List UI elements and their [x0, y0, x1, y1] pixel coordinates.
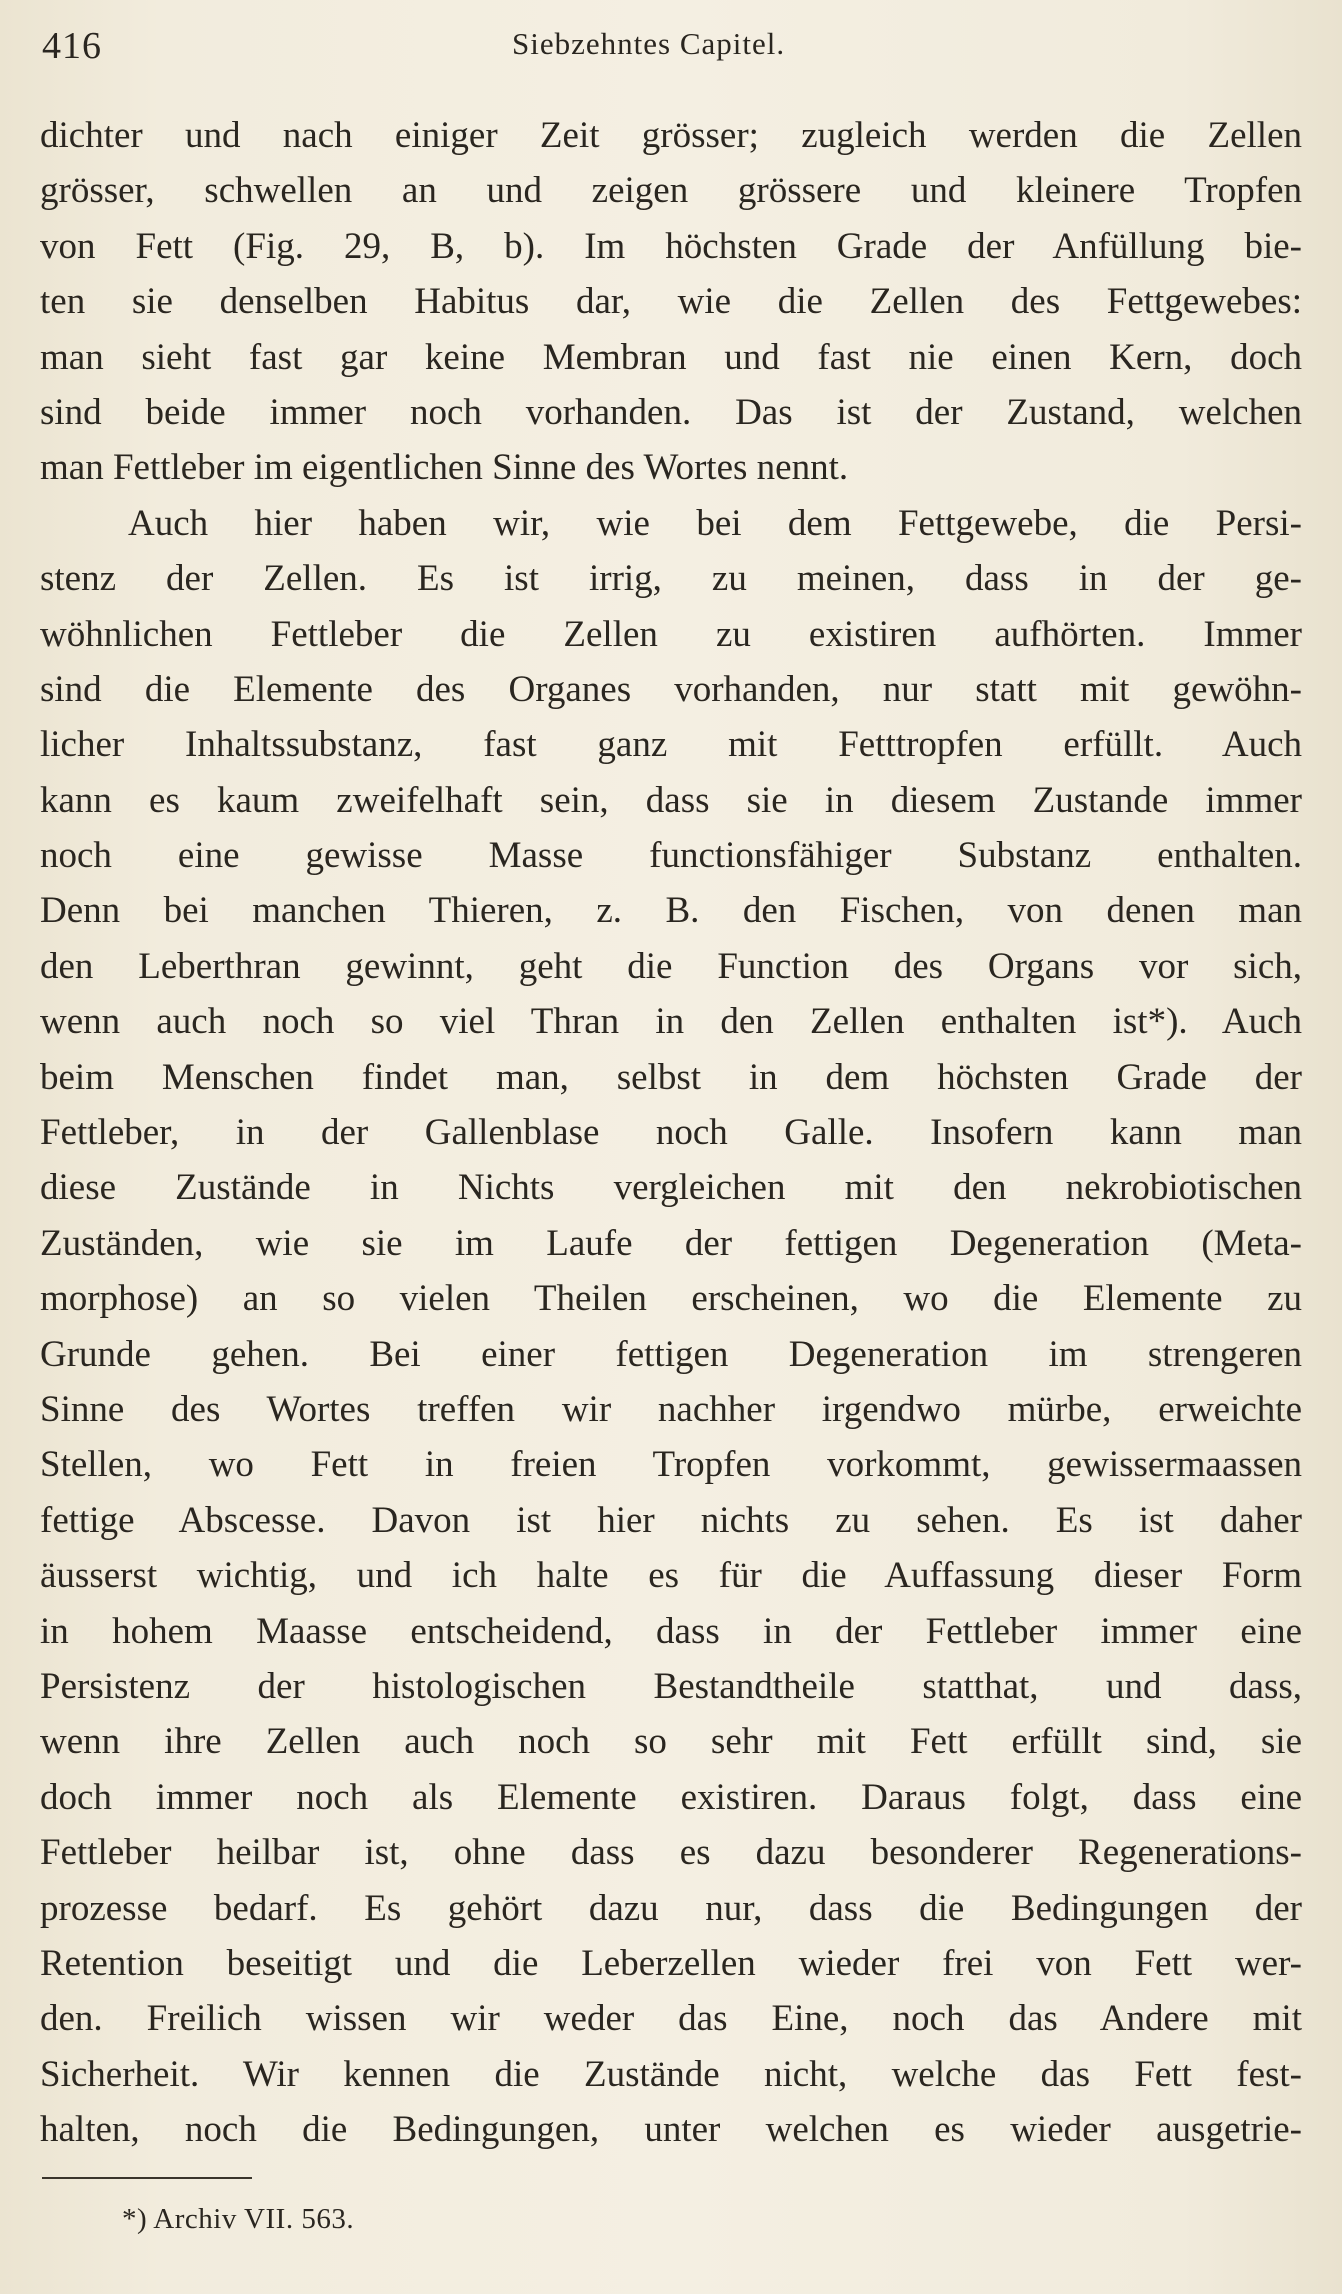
- text-line: ten sie denselben Habitus dar, wie die Zellen des Fettgewebes:: [40, 281, 1302, 323]
- text-line: in hohem Maasse entscheidend, dass in der Fettleber immer eine: [40, 1610, 1302, 1652]
- text-line: Fettleber, in der Gallenblase noch Galle. Insofern kann man: [40, 1112, 1302, 1154]
- text-line: Stellen, wo Fett in freien Tropfen vorkommt, gewissermaassen: [40, 1444, 1302, 1486]
- text-line: grösser, schwellen an und zeigen grössere und kleinere Tropfen: [40, 170, 1302, 212]
- text-line: wenn auch noch so viel Thran in den Zellen enthalten ist*). Auch: [40, 1001, 1302, 1043]
- text-line: halten, noch die Bedingungen, unter welchen es wieder ausgetrie-: [40, 2109, 1302, 2151]
- text-line: von Fett (Fig. 29, B, b). Im höchsten Grade der Anfüllung bie-: [40, 225, 1302, 267]
- text-line: man Fettleber im eigentlichen Sinne des Wortes nennt.: [40, 447, 849, 489]
- text-line: sind die Elemente des Organes vorhanden, nur statt mit gewöhn-: [40, 668, 1302, 710]
- text-line: sind beide immer noch vorhanden. Das ist der Zustand, welchen: [40, 391, 1302, 433]
- text-line: doch immer noch als Elemente existiren. Daraus folgt, dass eine: [40, 1776, 1302, 1818]
- text-line: Grunde gehen. Bei einer fettigen Degeneration im strengeren: [40, 1333, 1302, 1375]
- text-line: Persistenz der histologischen Bestandtheile statthat, und dass,: [40, 1665, 1302, 1707]
- text-line: Denn bei manchen Thieren, z. B. den Fischen, von denen man: [40, 890, 1302, 932]
- text-line: Fettleber heilbar ist, ohne dass es dazu besonderer Regenerations-: [40, 1832, 1302, 1874]
- text-line: fettige Abscesse. Davon ist hier nichts zu sehen. Es ist daher: [40, 1499, 1302, 1541]
- body-text: [40, 108, 1302, 2157]
- text-line: Auch hier haben wir, wie bei dem Fettgewebe, die Persi-: [128, 502, 1302, 544]
- footnote-divider: [42, 2177, 252, 2179]
- text-line: licher Inhaltssubstanz, fast ganz mit Fetttropfen erfüllt. Auch: [40, 724, 1302, 766]
- text-line: dichter und nach einiger Zeit grösser; zugleich werden die Zellen: [40, 115, 1302, 156]
- text-line: wenn ihre Zellen auch noch so sehr mit Fett erfüllt sind, sie: [40, 1721, 1302, 1763]
- text-line: noch eine gewisse Masse functionsfähiger Substanz enthalten.: [40, 835, 1302, 877]
- text-line: prozesse bedarf. Es gehört dazu nur, dass die Bedingungen der: [40, 1887, 1302, 1929]
- footnote: *) Archiv VII. 563.: [122, 2203, 355, 2235]
- text-line: Retention beseitigt und die Leberzellen wieder frei von Fett wer-: [40, 1942, 1302, 1984]
- text-line: man sieht fast gar keine Membran und fast nie einen Kern, doch: [40, 336, 1302, 378]
- text-line: Sinne des Wortes treffen wir nachher irgendwo mürbe, erweichte: [40, 1388, 1302, 1430]
- text-line: den. Freilich wissen wir weder das Eine, noch das Andere mit: [40, 1998, 1302, 2040]
- page-header: [42, 18, 1300, 78]
- text-line: beim Menschen findet man, selbst in dem höchsten Grade der: [40, 1056, 1302, 1098]
- text-line: wöhnlichen Fettleber die Zellen zu existiren aufhörten. Immer: [40, 613, 1302, 655]
- text-line: diese Zustände in Nichts vergleichen mit den nekrobiotischen: [40, 1167, 1302, 1209]
- text-line: Sicherheit. Wir kennen die Zustände nicht, welche das Fett fest-: [40, 2053, 1302, 2095]
- text-line: den Leberthran gewinnt, geht die Function des Organs vor sich,: [40, 945, 1302, 987]
- text-line: äusserst wichtig, und ich halte es für die Auffassung dieser Form: [40, 1555, 1302, 1597]
- text-line: morphose) an so vielen Theilen erscheinen, wo die Elemente zu: [40, 1278, 1302, 1320]
- text-line: Zuständen, wie sie im Laufe der fettigen Degeneration (Meta-: [40, 1222, 1302, 1264]
- text-line: stenz der Zellen. Es ist irrig, zu meinen, dass in der ge-: [40, 558, 1302, 600]
- text-line: kann es kaum zweifelhaft sein, dass sie in diesem Zustande immer: [40, 779, 1302, 821]
- page-number: 416: [42, 25, 102, 67]
- running-head: Siebzehntes Capitel.: [512, 26, 786, 61]
